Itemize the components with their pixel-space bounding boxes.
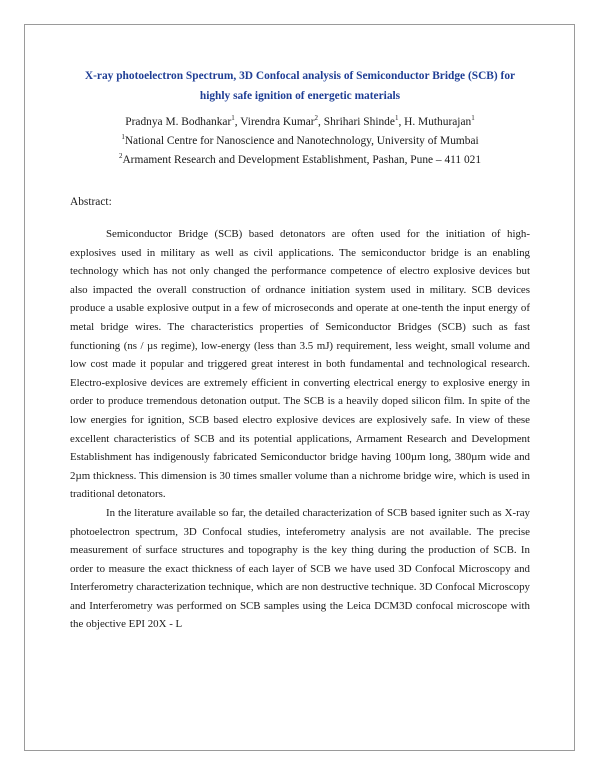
affiliation: $^1$National Centre for Nanoscience and Nanotechnology, University of Mumbai [121, 133, 479, 147]
author: Pradnya M. Bodhankar$^1$, [125, 114, 241, 128]
abstract-paragraph: Semiconductor Bridge (SCB) based detonators are often used for the initiation of high-explosives used in military as well as civil applications. The semiconductor bridge is an enabling technology which has not only changed the performance competence of electro explosive devices but also impacted the overall construction of ordnance initiation system used in military. SCB devices produce a usable explosive output in a few of microseconds and operate at one-tenth the input energy of metal bridge wires. The characteristics properties of Semiconductor Bridges (SCB) such as fast functioning (ns / µs regime), low-energy (less than 3.5 mJ) requirement, less weight, small volume and low cost made it popular and triggered great interest in both fundamental and technological research. Electro-explosive devices are extremely efficient in converting electrical energy to explosive energy in order to produce tremendous detonation output. The SCB is a heavily doped silicon film. In spite of the low energies for ignition, SCB based electro explosive devices are explosively safe. In view of these excellent characteristics of SCB and its potential applications, Armament Research and Development Establishment has indigenously fabricated Semiconductor bridge having 100µm long, 380µm wide and 2µm thickness. This dimension is 30 times smaller volume than a nichrome bridge wire, which is used in traditional detonators. [70, 228, 530, 501]
paper-title: X-ray photoelectron Spectrum, 3D Confocal analysis of Semiconductor Bridge (SCB) for highly safe ignition of energetic materials [84, 70, 516, 102]
author: Virendra Kumar$^2$, [240, 114, 324, 128]
author: H. Muthurajan$^1$ [404, 114, 475, 128]
author: Shrihari Shinde$^1$, [323, 114, 405, 128]
author-list [70, 113, 530, 132]
abstract-paragraph: In the literature available so far, the detailed characterization of SCB based igniter such as X-ray photoelectron spectrum, 3D Confocal studies, inteferometry analysis are not available. The precise measurement of surface structures and topography is the key thing during the production of SCB. In order to measure the exact thickness of each layer of SCB we have used 3D Confocal Microscopy and Interferometry characterization technique, which are non destructive technique. 3D Confocal Microscopy and Interferometry was performed on SCB samples using the Leica DCM3D confocal microscope with the objective EPI 20X - L [70, 506, 530, 631]
paper-content [70, 66, 530, 634]
affiliation: $^2$Armament Research and Development Establishment, Pashan, Pune – 411 021 [118, 152, 482, 166]
abstract-heading: Abstract: [70, 196, 112, 208]
